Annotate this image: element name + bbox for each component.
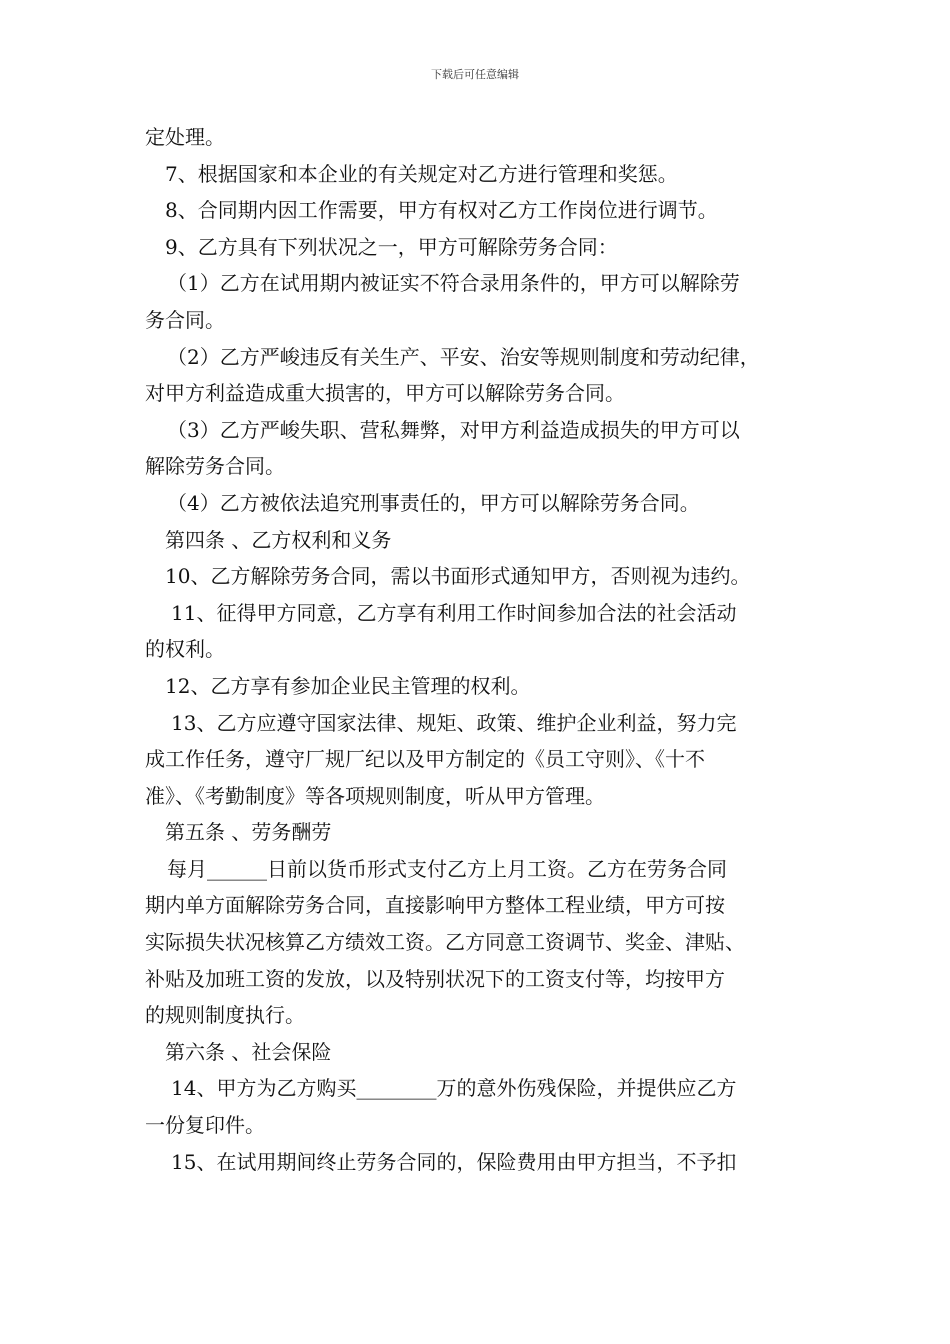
text-line: 的权利。 <box>145 637 225 662</box>
document-body <box>145 119 835 1180</box>
text-line: 准》、《考勤制度》等各项规则制度，听从甲方管理。 <box>145 783 605 808</box>
section-heading: 第四条 、乙方权利和义务 <box>165 527 392 552</box>
text-line: （2）乙方严峻违反有关生产、平安、治安等规则制度和劳动纪律， <box>167 344 760 369</box>
section-heading: 第五条 、劳务酬劳 <box>165 820 332 845</box>
text-line: 7、根据国家和本企业的有关规定对乙方进行管理和奖惩。 <box>165 161 678 186</box>
text-line: 实际损失状况核算乙方绩效工资。乙方同意工资调节、奖金、津贴、 <box>145 930 745 955</box>
section-heading: 第六条 、社会保险 <box>165 1039 332 1064</box>
text-line: （4）乙方被依法追究刑事责任的，甲方可以解除劳务合同。 <box>167 490 700 515</box>
text-line: 定处理。 <box>145 125 225 149</box>
text-line: 11、征得甲方同意，乙方享有利用工作时间参加合法的社会活动 <box>171 600 737 625</box>
text-line: 务合同。 <box>145 307 225 332</box>
text-line: 期内单方面解除劳务合同，直接影响甲方整体工程业绩，甲方可按 <box>145 893 725 918</box>
text-line: 成工作任务，遵守厂规厂纪以及甲方制定的《员工守则》、《十不 <box>145 747 705 772</box>
text-line: 的规则制度执行。 <box>145 1003 305 1028</box>
text-line: 解除劳务合同。 <box>145 454 285 479</box>
text-line: 每月______日前以货币形式支付乙方上月工资。乙方在劳务合同 <box>167 856 727 881</box>
text-line: 14、甲方为乙方购买________万的意外伤残保险，并提供应乙方 <box>171 1076 737 1101</box>
text-line: （3）乙方严峻失职、营私舞弊，对甲方利益造成损失的甲方可以 <box>167 417 740 442</box>
text-line: 10、乙方解除劳务合同，需以书面形式通知甲方，否则视为违约。 <box>165 564 751 589</box>
text-line: 补贴及加班工资的发放，以及特别状况下的工资支付等，均按甲方 <box>145 966 725 991</box>
text-line: 15、在试用期间终止劳务合同的，保险费用由甲方担当，不予扣 <box>171 1149 737 1174</box>
page-header: 下载后可任意编辑 <box>431 68 519 81</box>
text-line: 13、乙方应遵守国家法律、规矩、政策、维护企业利益，努力完 <box>171 710 737 735</box>
text-line: 8、合同期内因工作需要，甲方有权对乙方工作岗位进行调节。 <box>165 198 718 223</box>
text-line: 12、乙方享有参加企业民主管理的权利。 <box>165 673 531 698</box>
text-line: 对甲方利益造成重大损害的，甲方可以解除劳务合同。 <box>145 381 625 406</box>
text-line: （1）乙方在试用期内被证实不符合录用条件的，甲方可以解除劳 <box>167 271 740 296</box>
text-line: 一份复印件。 <box>145 1113 265 1138</box>
text-line: 9、乙方具有下列状况之一，甲方可解除劳务合同： <box>165 234 618 259</box>
